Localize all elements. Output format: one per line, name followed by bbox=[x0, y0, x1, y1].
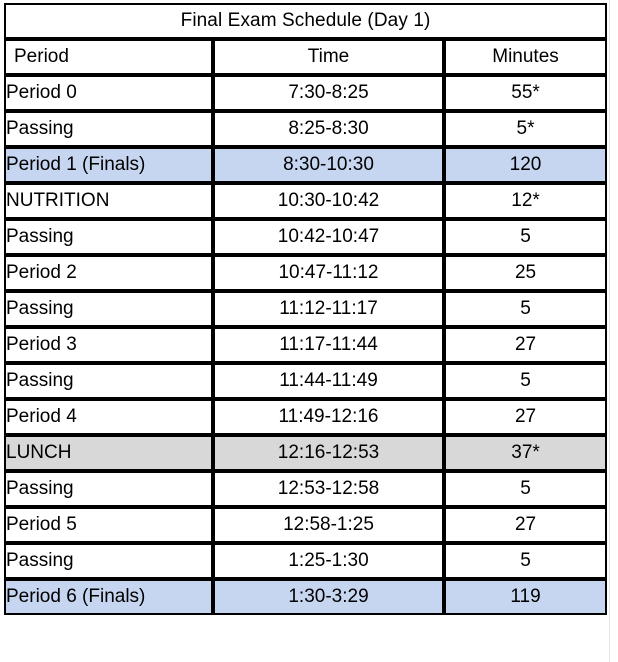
cell-period: Passing bbox=[4, 363, 213, 399]
cell-minutes: 27 bbox=[444, 327, 607, 363]
cell-time: 8:25-8:30 bbox=[213, 111, 444, 147]
cell-period: Passing bbox=[4, 471, 213, 507]
cell-minutes: 37* bbox=[444, 435, 607, 471]
schedule-title: Final Exam Schedule (Day 1) bbox=[4, 3, 607, 39]
cell-minutes: 5 bbox=[444, 471, 607, 507]
table-body bbox=[4, 75, 607, 615]
table-head bbox=[4, 3, 607, 75]
cell-minutes: 5 bbox=[444, 543, 607, 579]
cell-period: Passing bbox=[4, 291, 213, 327]
cell-period: Period 1 (Finals) bbox=[4, 147, 213, 183]
cell-time: 12:16-12:53 bbox=[213, 435, 444, 471]
table-row bbox=[4, 363, 607, 399]
table-row bbox=[4, 147, 607, 183]
table-row bbox=[4, 507, 607, 543]
cell-minutes: 27 bbox=[444, 507, 607, 543]
cell-time: 11:44-11:49 bbox=[213, 363, 444, 399]
cell-time: 11:17-11:44 bbox=[213, 327, 444, 363]
cell-period: Passing bbox=[4, 111, 213, 147]
table-row bbox=[4, 327, 607, 363]
table-row bbox=[4, 183, 607, 219]
cell-time: 11:49-12:16 bbox=[213, 399, 444, 435]
cell-minutes: 25 bbox=[444, 255, 607, 291]
column-header-time: Time bbox=[213, 39, 444, 75]
cell-time: 11:12-11:17 bbox=[213, 291, 444, 327]
table-row bbox=[4, 219, 607, 255]
cell-time: 10:42-10:47 bbox=[213, 219, 444, 255]
table-row bbox=[4, 111, 607, 147]
cell-time: 10:47-11:12 bbox=[213, 255, 444, 291]
table-row bbox=[4, 543, 607, 579]
final-exam-schedule-table bbox=[4, 3, 607, 615]
column-header-minutes: Minutes bbox=[444, 39, 607, 75]
table-row bbox=[4, 399, 607, 435]
cell-period: Passing bbox=[4, 543, 213, 579]
cell-minutes: 5* bbox=[444, 111, 607, 147]
cell-minutes: 27 bbox=[444, 399, 607, 435]
table-row bbox=[4, 435, 607, 471]
table-row bbox=[4, 255, 607, 291]
cell-period: Period 0 bbox=[4, 75, 213, 111]
cell-minutes: 12* bbox=[444, 183, 607, 219]
cell-minutes: 120 bbox=[444, 147, 607, 183]
table-row bbox=[4, 579, 607, 615]
table-row bbox=[4, 75, 607, 111]
cell-minutes: 55* bbox=[444, 75, 607, 111]
cell-minutes: 119 bbox=[444, 579, 607, 615]
cell-period: Period 2 bbox=[4, 255, 213, 291]
cell-time: 12:53-12:58 bbox=[213, 471, 444, 507]
column-header-period: Period bbox=[4, 39, 213, 75]
page-right-margin bbox=[609, 0, 618, 662]
cell-time: 10:30-10:42 bbox=[213, 183, 444, 219]
cell-period: Period 4 bbox=[4, 399, 213, 435]
cell-time: 12:58-1:25 bbox=[213, 507, 444, 543]
table-row bbox=[4, 291, 607, 327]
cell-time: 7:30-8:25 bbox=[213, 75, 444, 111]
cell-period: Period 3 bbox=[4, 327, 213, 363]
cell-period: Passing bbox=[4, 219, 213, 255]
cell-minutes: 5 bbox=[444, 219, 607, 255]
table-row bbox=[4, 471, 607, 507]
cell-period: Period 6 (Finals) bbox=[4, 579, 213, 615]
cell-minutes: 5 bbox=[444, 291, 607, 327]
cell-period: Period 5 bbox=[4, 507, 213, 543]
cell-minutes: 5 bbox=[444, 363, 607, 399]
cell-time: 1:30-3:29 bbox=[213, 579, 444, 615]
title-row bbox=[4, 3, 607, 39]
cell-period: LUNCH bbox=[4, 435, 213, 471]
cell-time: 1:25-1:30 bbox=[213, 543, 444, 579]
cell-time: 8:30-10:30 bbox=[213, 147, 444, 183]
column-header-row bbox=[4, 39, 607, 75]
cell-period: NUTRITION bbox=[4, 183, 213, 219]
